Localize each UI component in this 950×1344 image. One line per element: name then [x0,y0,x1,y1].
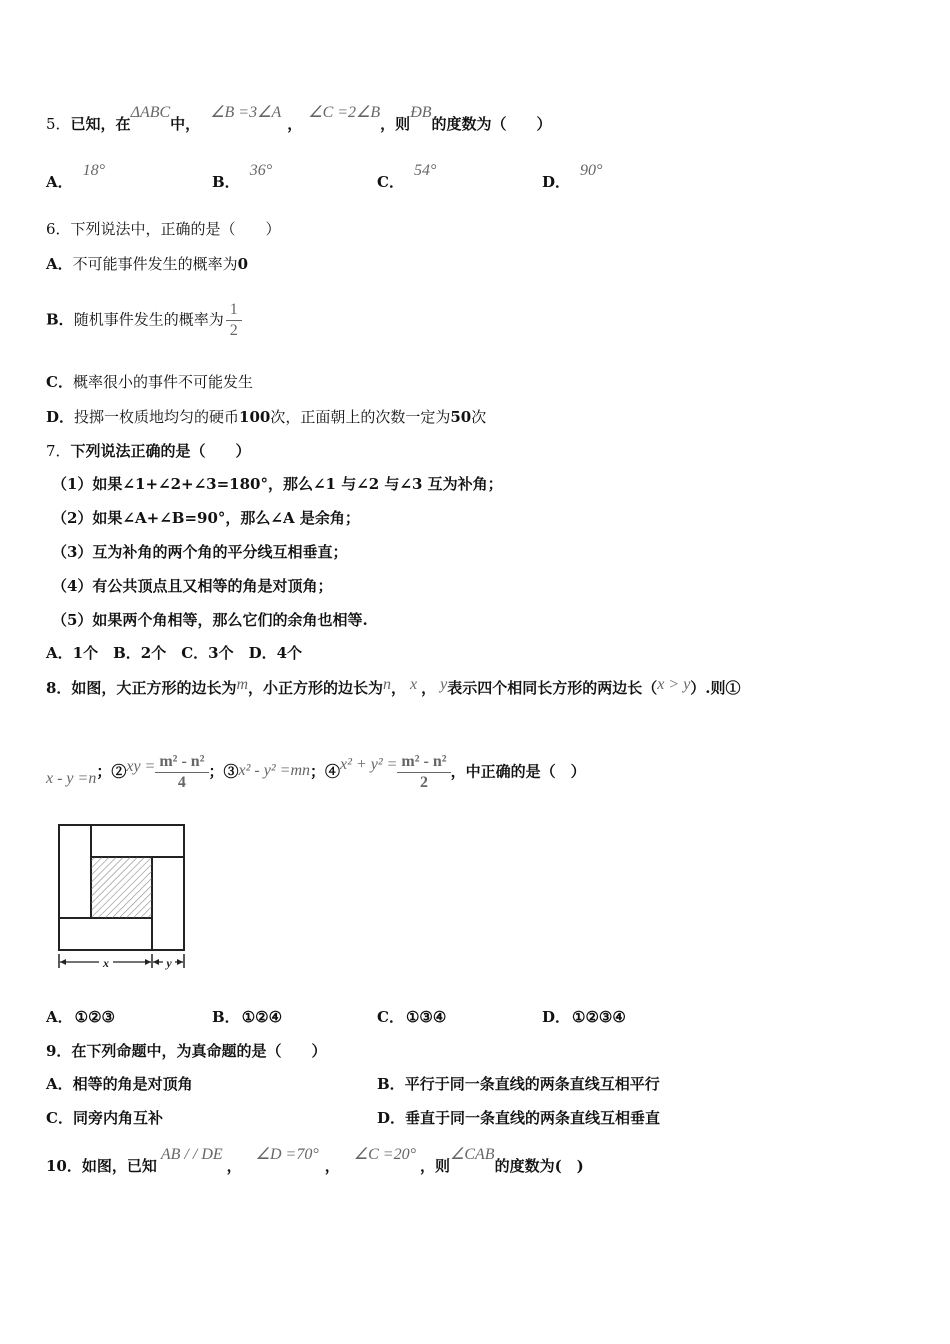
q10-stem: 10．如图，已知AB / / DE，∠D =70°，∠C =20°，则∠CAB的度数为( ) [46,1146,584,1175]
left-rectangle [59,825,91,918]
q9-option-c[interactable]: C．同旁内角互补 [46,1109,163,1127]
q7-item-2: （2）如果∠A+∠B=90°，那么∠A 是余角； [52,509,360,527]
q8-stem-line1: 8．如图，大正方形的边长为m，小正方形的边长为n， x ， y表示四个相同长方形的两边长（x > y）.则① [46,676,741,697]
q6-option-a[interactable]: A．不可能事件发生的概率为0 [46,255,249,273]
q5-stem: 5．已知，在ΔABC中，∠B =3∠A，∠C =2∠B，则ÐB的度数为（ ） [46,104,552,133]
square-figure [52,822,192,972]
q5-option-d[interactable]: D．90° [542,162,603,191]
q6-option-c[interactable]: C．概率很小的事件不可能发生 [46,373,253,391]
q5-option-a[interactable]: A．18° [46,162,106,191]
q8-option-b[interactable]: B． ①②④ [212,1008,283,1026]
q7-item-3: （3）互为补角的两个角的平分线互相垂直； [52,543,348,561]
x-label: x [103,956,109,970]
q8-stem-line2: x - y =n；②xy = $\frac{\text{m² - n²}}{4}$ ；③x² - y² =mn；④x² + y² = $\frac{\text{m² - n²}}{2}$ ，中正确的是（ ） [46,753,586,791]
y-label: y [166,956,172,970]
q7-item-1: （1）如果∠1+∠2+∠3=180°，那么∠1 与∠2 与∠3 互为补角； [52,475,503,493]
q9-option-d[interactable]: D．垂直于同一条直线的两条直线互相垂直 [377,1109,661,1127]
q6-option-b[interactable]: B．随机事件发生的概率为 $\frac{1}{2}$ [46,300,242,341]
q7-stem: 7．下列说法正确的是（ ） [46,442,251,460]
q8-option-d[interactable]: D． ①②③④ [542,1008,626,1026]
q5-option-c[interactable]: C．54° [377,162,437,191]
q9-option-a[interactable]: A．相等的角是对顶角 [46,1075,193,1093]
right-rectangle [152,857,184,950]
q9-stem: 9．在下列命题中，为真命题的是（ ） [46,1042,327,1060]
q6-option-d[interactable]: D．投掷一枚质地均匀的硬币100次，正面朝上的次数一定为50次 [46,408,487,426]
q7-options[interactable]: A．1个 B．2个 C．3个 D．4个 [46,644,303,662]
q8-option-c[interactable]: C． ①③④ [377,1008,447,1026]
fraction-one-half: $\frac{1}{2}$ [226,300,242,341]
q7-item-4: （4）有公共顶点且又相等的角是对顶角； [52,577,333,595]
q5-option-b[interactable]: B．36° [212,162,273,191]
fraction-m2-n2-over-4: $\frac{\text{m² - n²}}{4}$ [155,752,208,793]
q6-stem: 6．下列说法中，正确的是（ ） [46,220,281,238]
bottom-rectangle [59,918,152,950]
q7-item-5: （5）如果两个角相等，那么它们的余角也相等. [52,611,368,629]
inner-square-hatched [91,857,152,918]
q9-option-b[interactable]: B．平行于同一条直线的两条直线互相平行 [377,1075,660,1093]
fraction-m2-n2-over-2: $\frac{\text{m² - n²}}{2}$ [397,752,450,793]
q8-option-a[interactable]: A． ①②③ [46,1008,115,1026]
top-rectangle [91,825,184,857]
